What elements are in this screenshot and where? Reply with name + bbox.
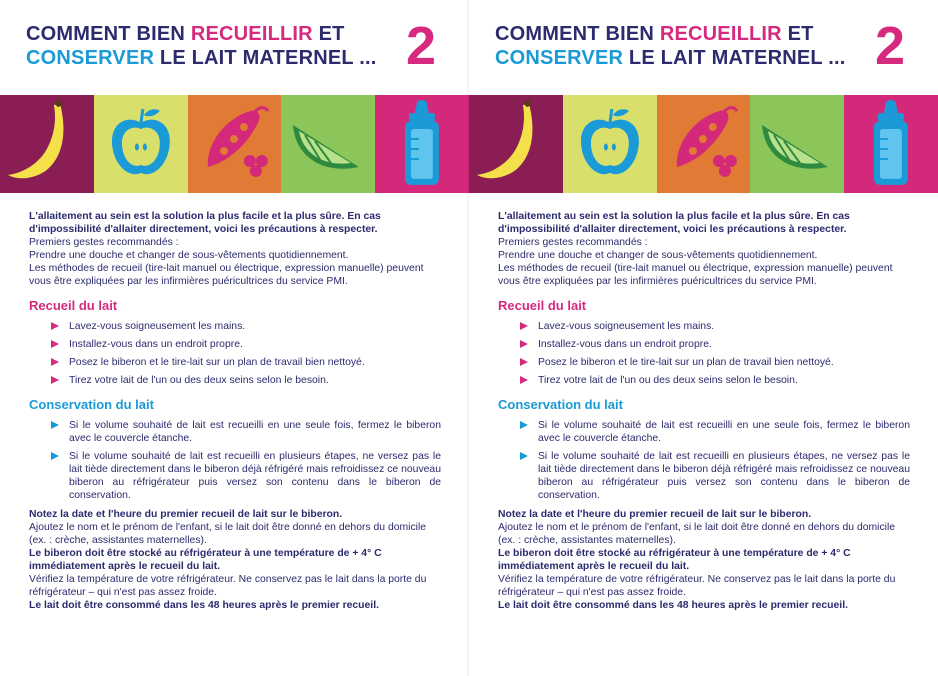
bullet-triangle-icon — [520, 376, 528, 384]
note-storage-text: Vérifiez la température de votre réfrigérateur. Ne conservez pas le lait dans la porte du réfrigérateur – qui n'est pas assez froide. — [498, 574, 896, 598]
note-date: Notez la date et l'heure du premier recueil de lait sur le biberon. — [29, 509, 343, 520]
intro-bold: L'allaitement au sein est la solution la plus facile et la plus sûre. En cas d'impossibilité d'allaiter directement, voici les précautions à respecter. — [498, 211, 850, 235]
title-line1-part2: ET — [312, 23, 345, 45]
list-item: Si le volume souhaité de lait est recueilli en une seule fois, fermez le biberon avec le couvercle étanche. — [29, 419, 441, 445]
fruit-banner — [469, 95, 938, 193]
intro-line-1: Premiers gestes recommandés : — [498, 237, 648, 248]
page-content — [29, 210, 441, 612]
bullet-triangle-icon — [520, 452, 528, 460]
banner-tile-banana — [0, 95, 94, 193]
intro-bold: L'allaitement au sein est la solution la plus facile et la plus sûre. En cas d'impossibilité d'allaiter directement, voici les précautions à respecter. — [29, 211, 381, 235]
banner-tile-apple — [563, 95, 657, 193]
title-line1-part1: COMMENT BIEN — [26, 23, 191, 45]
intro-line-2: Prendre une douche et changer de sous-vêtements quotidiennement. — [498, 250, 818, 261]
banner-tile-pea — [657, 95, 751, 193]
bullet-triangle-icon — [51, 376, 59, 384]
page-number: 2 — [405, 16, 436, 76]
baby-bottle-icon — [375, 95, 469, 193]
section-title-recueil: Recueil du lait — [29, 298, 118, 313]
note-storage: Le biberon doit être stocké au réfrigérateur à une température de + 4° C immédiatement après le recueil du lait. — [498, 548, 851, 572]
baby-bottle-icon — [844, 95, 938, 193]
title-highlight-recueillir: RECUEILLIR — [659, 23, 782, 45]
banner-tile-bottle — [375, 95, 469, 193]
intro-line-1: Premiers gestes recommandés : — [29, 237, 179, 248]
conservation-list — [29, 419, 441, 502]
list-item: Posez le biberon et le tire-lait sur un plan de travail bien nettoyé. — [498, 356, 910, 369]
page-header — [26, 16, 446, 80]
note-consumption: Le lait doit être consommé dans les 48 heures après le premier recueil. — [29, 600, 379, 611]
banner-tile-apple — [94, 95, 188, 193]
title-line1-part2: ET — [781, 23, 814, 45]
page-title — [26, 22, 377, 70]
banner-tile-pea — [188, 95, 282, 193]
apple-icon — [94, 95, 188, 193]
list-item: Posez le biberon et le tire-lait sur un plan de travail bien nettoyé. — [29, 356, 441, 369]
section-title-conservation: Conservation du lait — [29, 397, 154, 412]
banner-tile-watermelon — [750, 95, 844, 193]
title-highlight-conserver: CONSERVER — [495, 47, 624, 69]
page-content — [498, 210, 910, 612]
bullet-triangle-icon — [520, 358, 528, 366]
note-storage: Le biberon doit être stocké au réfrigérateur à une température de + 4° C immédiatement après le recueil du lait. — [29, 548, 382, 572]
banana-icon — [469, 95, 563, 193]
list-item: Lavez-vous soigneusement les mains. — [498, 320, 910, 333]
note-storage-text: Vérifiez la température de votre réfrigérateur. Ne conservez pas le lait dans la porte du réfrigérateur – qui n'est pas assez froide. — [29, 574, 427, 598]
banana-icon — [0, 95, 94, 193]
recueil-list — [29, 320, 441, 387]
intro-line-3: Les méthodes de recueil (tire-lait manuel ou électrique, expression manuelle) peuvent vous être expliquées par les infirmières puéricultrices du service PMI. — [29, 263, 424, 287]
bullet-triangle-icon — [51, 340, 59, 348]
section-title-recueil: Recueil du lait — [498, 298, 587, 313]
list-item: Tirez votre lait de l'un ou des deux seins selon le besoin. — [498, 374, 910, 387]
note-date-text: Ajoutez le nom et le prénom de l'enfant, si le lait doit être donné en dehors du domicile (ex. : crèche, assistantes maternelles). — [29, 522, 427, 546]
apple-icon — [563, 95, 657, 193]
bullet-triangle-icon — [51, 358, 59, 366]
page-fold-divider — [467, 0, 471, 676]
pea-pod-icon — [657, 95, 751, 193]
title-line2-part2: LE LAIT MATERNEL ... — [623, 47, 846, 69]
bullet-triangle-icon — [520, 421, 528, 429]
section-title-conservation: Conservation du lait — [498, 397, 623, 412]
title-highlight-conserver: CONSERVER — [26, 47, 155, 69]
watermelon-icon — [281, 95, 375, 193]
title-line2-part2: LE LAIT MATERNEL ... — [154, 47, 377, 69]
watermelon-icon — [750, 95, 844, 193]
list-item: Installez-vous dans un endroit propre. — [498, 338, 910, 351]
page-header — [495, 16, 915, 80]
list-item: Si le volume souhaité de lait est recueilli en plusieurs étapes, ne versez pas le lait tiède directement dans le biberon déjà réfrigéré mais refroidissez ce nouveau biberon au réfrigérateur puis versez son contenu dans le biberon de conservation. — [29, 450, 441, 502]
banner-tile-banana — [469, 95, 563, 193]
list-item: Installez-vous dans un endroit propre. — [29, 338, 441, 351]
fruit-banner — [0, 95, 469, 193]
intro-line-3: Les méthodes de recueil (tire-lait manuel ou électrique, expression manuelle) peuvent vous être expliquées par les infirmières puéricultrices du service PMI. — [498, 263, 893, 287]
page-number: 2 — [874, 16, 905, 76]
bullet-triangle-icon — [51, 421, 59, 429]
list-item: Si le volume souhaité de lait est recueilli en une seule fois, fermez le biberon avec le couvercle étanche. — [498, 419, 910, 445]
page-right — [469, 0, 938, 676]
bullet-triangle-icon — [520, 322, 528, 330]
list-item: Si le volume souhaité de lait est recueilli en plusieurs étapes, ne versez pas le lait tiède directement dans le biberon déjà réfrigéré mais refroidissez ce nouveau biberon au réfrigérateur puis versez son contenu dans le biberon de conservation. — [498, 450, 910, 502]
banner-tile-bottle — [844, 95, 938, 193]
bullet-triangle-icon — [51, 322, 59, 330]
note-date: Notez la date et l'heure du premier recueil de lait sur le biberon. — [498, 509, 812, 520]
page-title — [495, 22, 846, 70]
conservation-list — [498, 419, 910, 502]
bullet-triangle-icon — [520, 340, 528, 348]
note-date-text: Ajoutez le nom et le prénom de l'enfant, si le lait doit être donné en dehors du domicile (ex. : crèche, assistantes maternelles). — [498, 522, 896, 546]
pea-pod-icon — [188, 95, 282, 193]
title-highlight-recueillir: RECUEILLIR — [190, 23, 313, 45]
list-item: Tirez votre lait de l'un ou des deux seins selon le besoin. — [29, 374, 441, 387]
list-item: Lavez-vous soigneusement les mains. — [29, 320, 441, 333]
banner-tile-watermelon — [281, 95, 375, 193]
intro-line-2: Prendre une douche et changer de sous-vêtements quotidiennement. — [29, 250, 349, 261]
bullet-triangle-icon — [51, 452, 59, 460]
title-line1-part1: COMMENT BIEN — [495, 23, 660, 45]
recueil-list — [498, 320, 910, 387]
note-consumption: Le lait doit être consommé dans les 48 heures après le premier recueil. — [498, 600, 848, 611]
